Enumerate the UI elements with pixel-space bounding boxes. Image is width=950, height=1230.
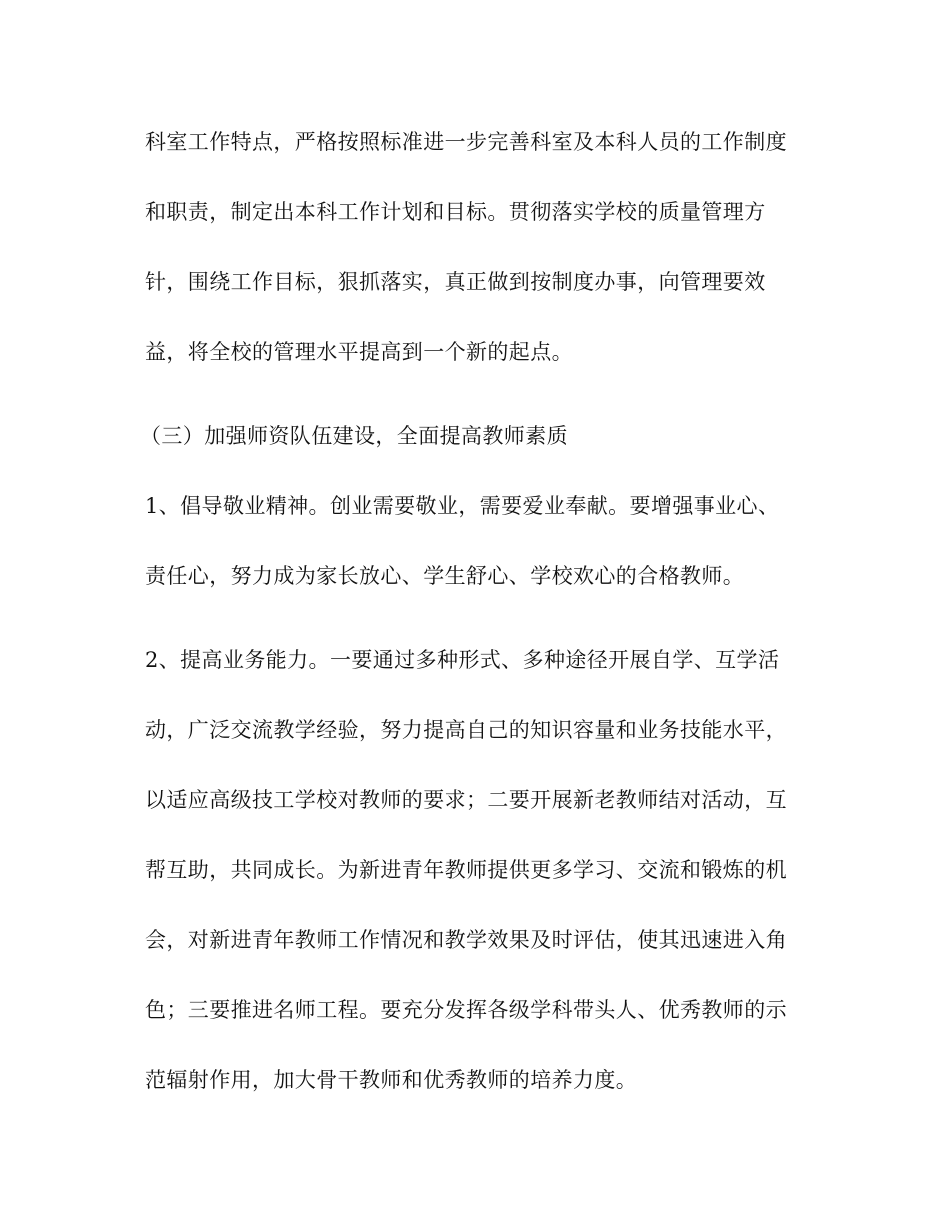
paragraph-line: 以适应高级技工学校对教师的要求；二要开展新老教师结对活动，互	[145, 788, 787, 812]
paragraph-line: 动，广泛交流教学经验，努力提高自己的知识容量和业务技能水平，	[145, 718, 787, 742]
paragraph-line: 色；三要推进名师工程。要充分发挥各级学科带头人、优秀教师的示	[145, 998, 787, 1022]
paragraph-line: 和职责，制定出本科工作计划和目标。贯彻落实学校的质量管理方	[145, 200, 766, 224]
paragraph-line: 针，围绕工作目标，狠抓落实，真正做到按制度办事，向管理要效	[145, 270, 766, 294]
section-heading: （三）加强师资队伍建设，全面提高教师素质	[140, 424, 568, 448]
paragraph-line: 科室工作特点，严格按照标准进一步完善科室及本科人员的工作制度	[145, 130, 787, 154]
paragraph-line: 益，将全校的管理水平提高到一个新的起点。	[145, 340, 573, 364]
paragraph-line: 1、倡导敬业精神。创业需要敬业，需要爱业奉献。要增强事业心、	[145, 494, 780, 518]
paragraph-line: 帮互助，共同成长。为新进青年教师提供更多学习、交流和锻炼的机	[145, 858, 787, 882]
paragraph-line: 会，对新进青年教师工作情况和教学效果及时评估，使其迅速进入角	[145, 928, 787, 952]
paragraph-line: 责任心，努力成为家长放心、学生舒心、学校欢心的合格教师。	[145, 564, 745, 588]
paragraph-line: 2、提高业务能力。一要通过多种形式、多种途径开展自学、互学活	[145, 648, 780, 672]
paragraph-line: 范辐射作用，加大骨干教师和优秀教师的培养力度。	[145, 1068, 638, 1092]
